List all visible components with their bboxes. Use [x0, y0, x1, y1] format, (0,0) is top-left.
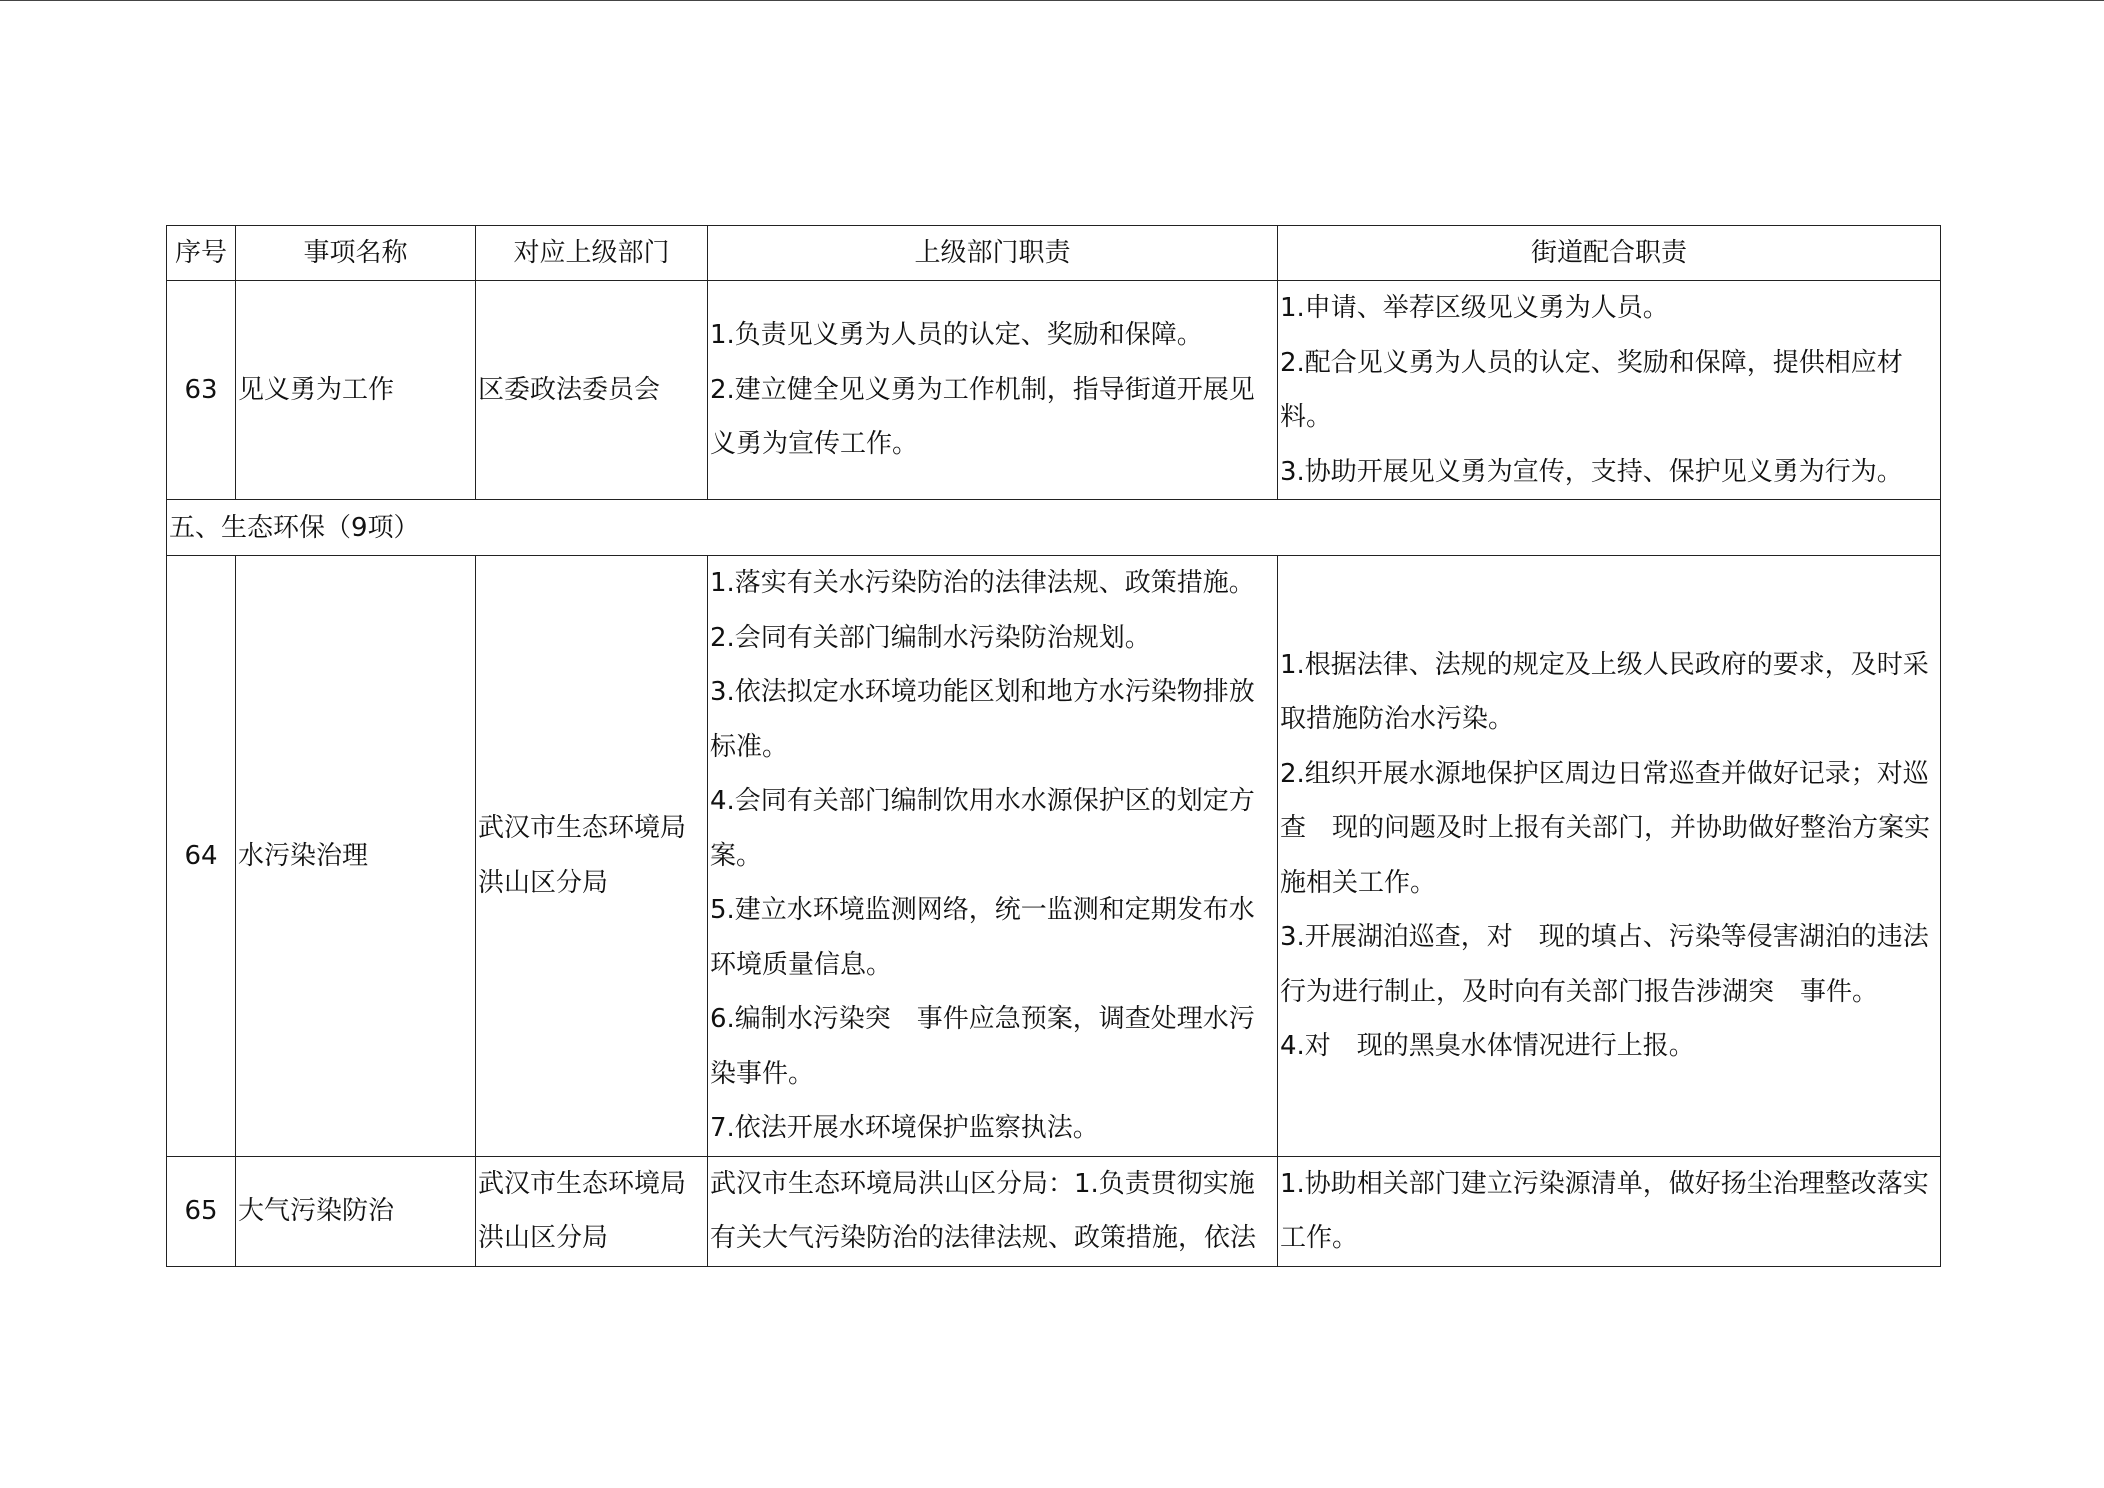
- duty-item: 1.申请、举荐区级见义勇为人员。: [1280, 293, 1669, 323]
- duty-item: 2.配合见义勇为人员的认定、奖励和保障，提供相应材料。: [1280, 347, 1903, 432]
- upper-duties: [708, 556, 1278, 1157]
- dept-line: 区委政法委员会: [478, 374, 661, 405]
- item-name: 见义勇为工作: [236, 281, 476, 500]
- dept-line: 洪山区分局: [478, 1223, 609, 1253]
- duties-table: [166, 225, 1941, 1267]
- duty-item: 3.协助开展见义勇为宣传，支持、保护见义勇为行为。: [1280, 456, 1903, 487]
- duty-item: 1.负责见义勇为人员的认定、奖励和保障。: [710, 320, 1203, 351]
- table-header-row: [167, 226, 1941, 281]
- upper-dept: [476, 1156, 708, 1266]
- row-number: 65: [167, 1156, 236, 1266]
- page-top-border: [0, 0, 2104, 1]
- dept-line: 武汉市生态环境局: [478, 813, 687, 844]
- duty-item: 6.编制水污染突 事件应急预案，调查处理水污染事件。: [710, 1004, 1255, 1089]
- upper-dept: [476, 556, 708, 1157]
- duty-item: 7.依法开展水环境保护监察执法。: [710, 1113, 1099, 1143]
- section-title: 五、生态环保（9项）: [167, 500, 1941, 556]
- header-street-duties: 街道配合职责: [1278, 226, 1941, 281]
- duty-item: 3.依法拟定水环境功能区划和地方水污染物排放标准。: [710, 677, 1255, 762]
- duty-item: 5.建立水环境监测网络，统一监测和定期发布水环境质量信息。: [710, 895, 1255, 980]
- item-name: 水污染治理: [236, 556, 476, 1157]
- row-number: 63: [167, 281, 236, 500]
- street-duties: [1278, 281, 1941, 500]
- duty-item: 4.会同有关部门编制饮用水水源保护区的划定方案。: [710, 786, 1255, 871]
- dept-line: 武汉市生态环境局: [478, 1168, 687, 1199]
- duty-item: 武汉市生态环境局洪山区分局：1.负责贯彻实施有关大气污染防治的法律法规、政策措施，依法: [710, 1168, 1257, 1253]
- duty-item: 2.组织开展水源地保护区周边日常巡查并做好记录；对巡查 现的问题及时上报有关部门，并协助做好整治方案实施相关工作。: [1280, 758, 1931, 898]
- duty-item: 1.根据法律、法规的规定及上级人民政府的要求，及时采取措施防治水污染。: [1280, 649, 1929, 735]
- duty-item: 1.协助相关部门建立污染源清单，做好扬尘治理整改落实工作。: [1280, 1168, 1929, 1253]
- upper-duties: [708, 1156, 1278, 1266]
- dept-line: 洪山区分局: [478, 867, 609, 898]
- street-duties: [1278, 1156, 1941, 1266]
- table-row: [167, 556, 1941, 1157]
- upper-dept: [476, 281, 708, 500]
- section-row: [167, 500, 1941, 556]
- header-upper-duties: 上级部门职责: [708, 226, 1278, 281]
- header-item-name: 事项名称: [236, 226, 476, 281]
- header-no: 序号: [167, 226, 236, 281]
- duty-item: 2.会同有关部门编制水污染防治规划。: [710, 622, 1151, 653]
- upper-duties: [708, 281, 1278, 500]
- duty-item: 2.建立健全见义勇为工作机制，指导街道开展见义勇为宣传工作。: [710, 374, 1255, 460]
- duty-item: 4.对 现的黑臭水体情况进行上报。: [1280, 1031, 1695, 1062]
- duty-item: 1.落实有关水污染防治的法律法规、政策措施。: [710, 568, 1255, 598]
- table-row: [167, 1156, 1941, 1266]
- table-row: [167, 281, 1941, 500]
- item-name: 大气污染防治: [236, 1156, 476, 1266]
- row-number: 64: [167, 556, 236, 1157]
- street-duties: [1278, 556, 1941, 1157]
- duty-item: 3.开展湖泊巡查，对 现的填占、污染等侵害湖泊的违法行为进行制止，及时向有关部门报告涉湖突 事件。: [1280, 922, 1929, 1007]
- header-upper-dept: 对应上级部门: [476, 226, 708, 281]
